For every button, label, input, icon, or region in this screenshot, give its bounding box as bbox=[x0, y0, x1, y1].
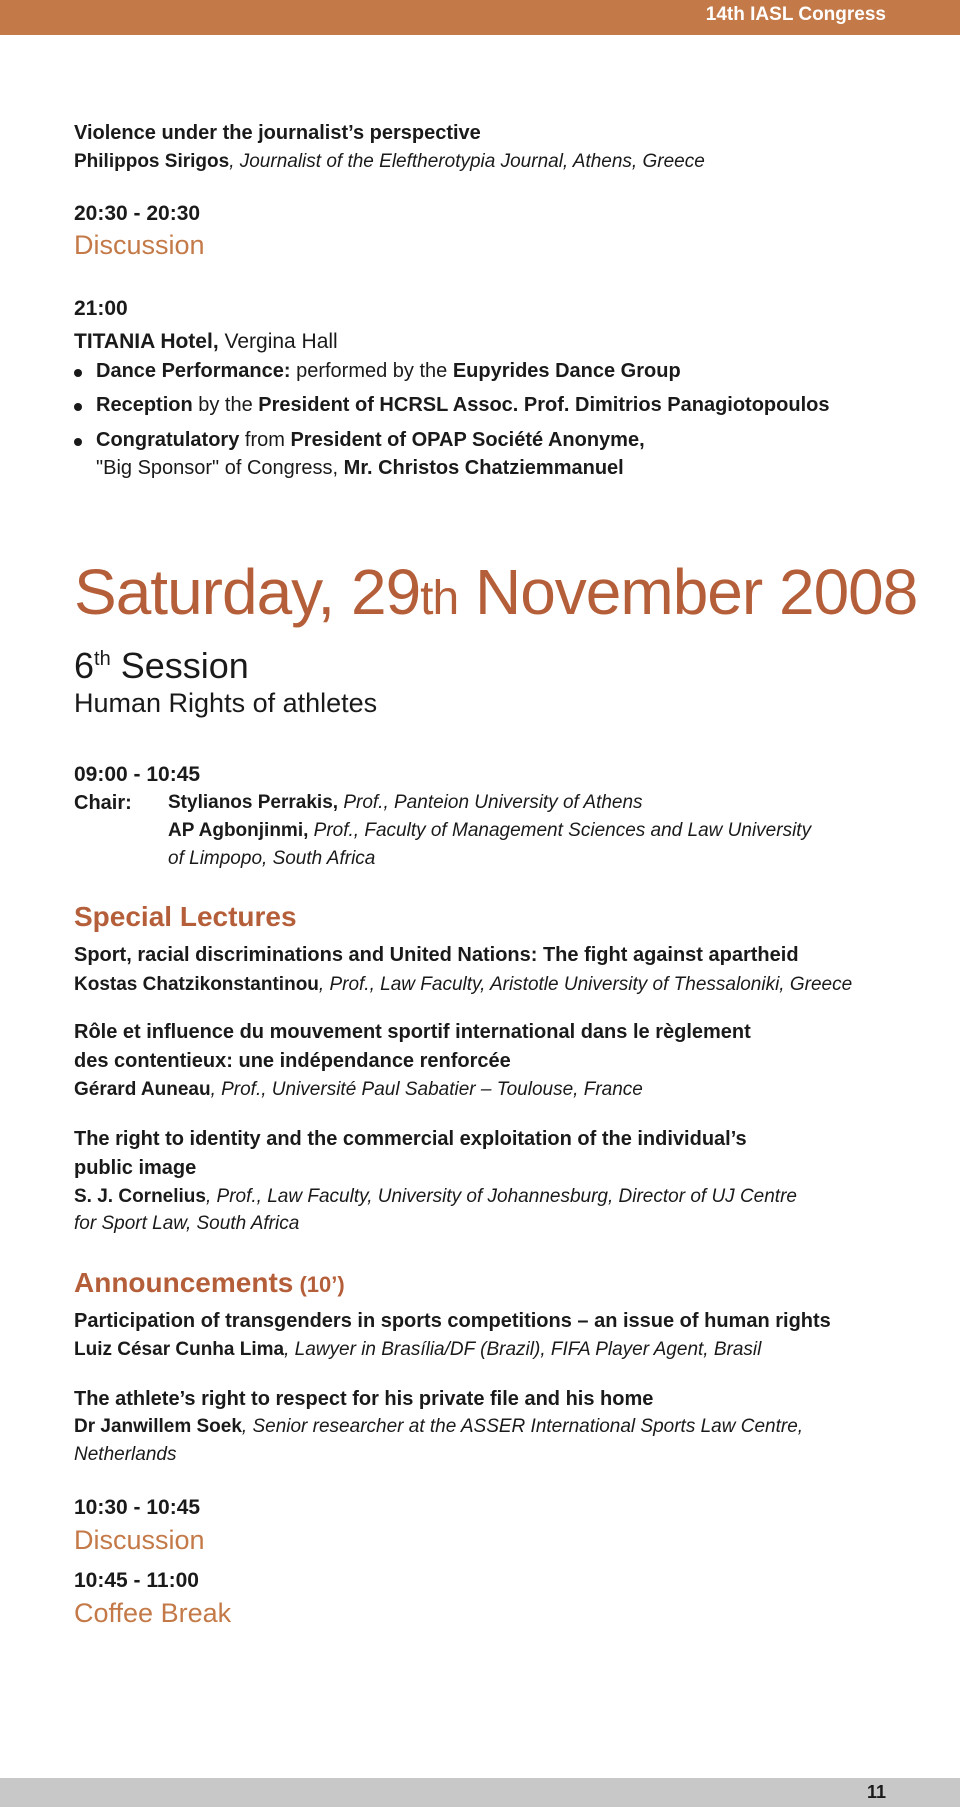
session-label: Session bbox=[110, 645, 249, 686]
venue-name: TITANIA Hotel, bbox=[74, 330, 219, 353]
chair-affiliation: Prof., Panteion University of Athens bbox=[338, 792, 643, 813]
bullet-text: performed by the bbox=[290, 360, 453, 382]
day-part2: November 2008 bbox=[458, 556, 918, 628]
bullet-bold: Eupyrides Dance Group bbox=[452, 360, 681, 382]
page-number: 11 bbox=[866, 1782, 886, 1802]
lecture-speaker: S. J. Cornelius bbox=[74, 1186, 206, 1207]
section-heading: Special Lectures bbox=[74, 901, 297, 932]
announcement-speaker: Dr Janwillem Soek bbox=[74, 1416, 242, 1437]
header-title: 14th IASL Congress bbox=[705, 4, 886, 25]
bullet-item bbox=[96, 394, 829, 417]
lecture-affiliation: , Prof., Law Faculty, University of Johannesburg, Director of UJ Centre bbox=[205, 1186, 797, 1207]
speaker-affiliation: , Journalist of the Eleftherotypia Journal, Athens, Greece bbox=[229, 151, 705, 172]
lecture-speaker-line bbox=[74, 1186, 797, 1208]
bullet-continuation bbox=[96, 457, 624, 480]
lecture-speaker: Kostas Chatzikonstantinou bbox=[74, 974, 319, 995]
session-time: 09:00 - 10:45 bbox=[74, 763, 201, 786]
section-heading bbox=[74, 1267, 345, 1299]
bullet-bold: Dance Performance: bbox=[96, 360, 291, 382]
lecture-affiliation-cont: for Sport Law, South Africa bbox=[74, 1213, 300, 1234]
announcement-title: The athlete’s right to respect for his private file and his home bbox=[74, 1388, 654, 1410]
chair-name: Stylianos Perrakis, bbox=[168, 792, 339, 813]
discussion-label: Discussion bbox=[74, 1525, 205, 1555]
lecture-speaker-line bbox=[74, 974, 852, 996]
day-heading bbox=[74, 555, 917, 629]
discussion-label: Discussion bbox=[74, 230, 205, 260]
chair-2 bbox=[168, 820, 811, 842]
bullet-bold: President of HCRSL Assoc. Prof. Dimitrios Panagiotopoulos bbox=[258, 394, 830, 416]
header-bar bbox=[0, 0, 960, 35]
venue-hall: Vergina Hall bbox=[218, 330, 338, 353]
break-label: Coffee Break bbox=[74, 1598, 232, 1628]
chair-label: Chair: bbox=[74, 792, 132, 814]
announcements-duration: (10’) bbox=[293, 1272, 345, 1297]
bullet-bold: Congratulatory bbox=[96, 429, 240, 451]
announcement-speaker-line bbox=[74, 1339, 761, 1361]
lecture-title-cont: des contentieux: une indépendance renforcée bbox=[74, 1050, 511, 1072]
announcement-affiliation: , Senior researcher at the ASSER International Sports Law Centre, bbox=[241, 1416, 804, 1437]
day-part1: Saturday, 29 bbox=[74, 556, 421, 628]
discussion-time: 20:30 - 20:30 bbox=[74, 202, 201, 225]
lecture-speaker: Gérard Auneau bbox=[74, 1079, 211, 1100]
bullet-bold: Reception bbox=[96, 394, 193, 416]
bullet-bold: President of OPAP Société Anonyme, bbox=[290, 429, 645, 451]
bullet-text: from bbox=[239, 429, 291, 451]
day-suffix: th bbox=[420, 572, 459, 625]
lecture-affiliation: , Prof., Law Faculty, Aristotle University of Thessaloniki, Greece bbox=[318, 974, 853, 995]
session-number: 6 bbox=[74, 645, 95, 686]
evening-time: 21:00 bbox=[74, 297, 128, 320]
chair-affiliation-cont: of Limpopo, South Africa bbox=[168, 848, 376, 869]
footer-bar bbox=[0, 1778, 960, 1807]
lecture-title-cont: public image bbox=[74, 1157, 197, 1179]
announcement-speaker: Luiz César Cunha Lima bbox=[74, 1339, 285, 1360]
announcement-affiliation: , Lawyer in Brasília/DF (Brazil), FIFA Player Agent, Brasil bbox=[284, 1339, 762, 1360]
bullet-item bbox=[96, 429, 645, 452]
talk-title: Violence under the journalist’s perspective bbox=[74, 122, 481, 144]
bullet-item bbox=[96, 360, 681, 383]
bullet-text: by the bbox=[192, 394, 259, 416]
session-heading bbox=[74, 645, 249, 687]
venue-line bbox=[74, 330, 338, 354]
lecture-title: The right to identity and the commercial exploitation of the individual’s bbox=[74, 1128, 747, 1150]
bullet-bold: Mr. Christos Chatziemmanuel bbox=[343, 457, 624, 479]
announcements-heading: Announcements bbox=[74, 1267, 294, 1298]
speaker-name: Philippos Sirigos bbox=[74, 151, 230, 172]
break-time: 10:45 - 11:00 bbox=[74, 1569, 199, 1592]
announcement-speaker-line bbox=[74, 1416, 803, 1438]
announcement-affiliation-cont: Netherlands bbox=[74, 1444, 177, 1465]
speaker-line bbox=[74, 151, 705, 173]
session-suffix: th bbox=[94, 648, 111, 670]
lecture-title: Sport, racial discriminations and United Nations: The fight against apartheid bbox=[74, 944, 799, 966]
session-topic: Human Rights of athletes bbox=[74, 688, 378, 718]
lecture-speaker-line bbox=[74, 1079, 643, 1101]
bullet-text: "Big Sponsor" of Congress, bbox=[96, 457, 344, 479]
discussion-time: 10:30 - 10:45 bbox=[74, 1496, 201, 1519]
chair-1 bbox=[168, 792, 643, 814]
chair-affiliation: Prof., Faculty of Management Sciences and Law University bbox=[308, 820, 812, 841]
lecture-affiliation: , Prof., Université Paul Sabatier – Toulouse, France bbox=[210, 1079, 643, 1100]
chair-name: AP Agbonjinmi, bbox=[168, 820, 309, 841]
lecture-title: Rôle et influence du mouvement sportif international dans le règlement bbox=[74, 1021, 751, 1043]
announcement-title: Participation of transgenders in sports competitions – an issue of human rights bbox=[74, 1310, 831, 1332]
